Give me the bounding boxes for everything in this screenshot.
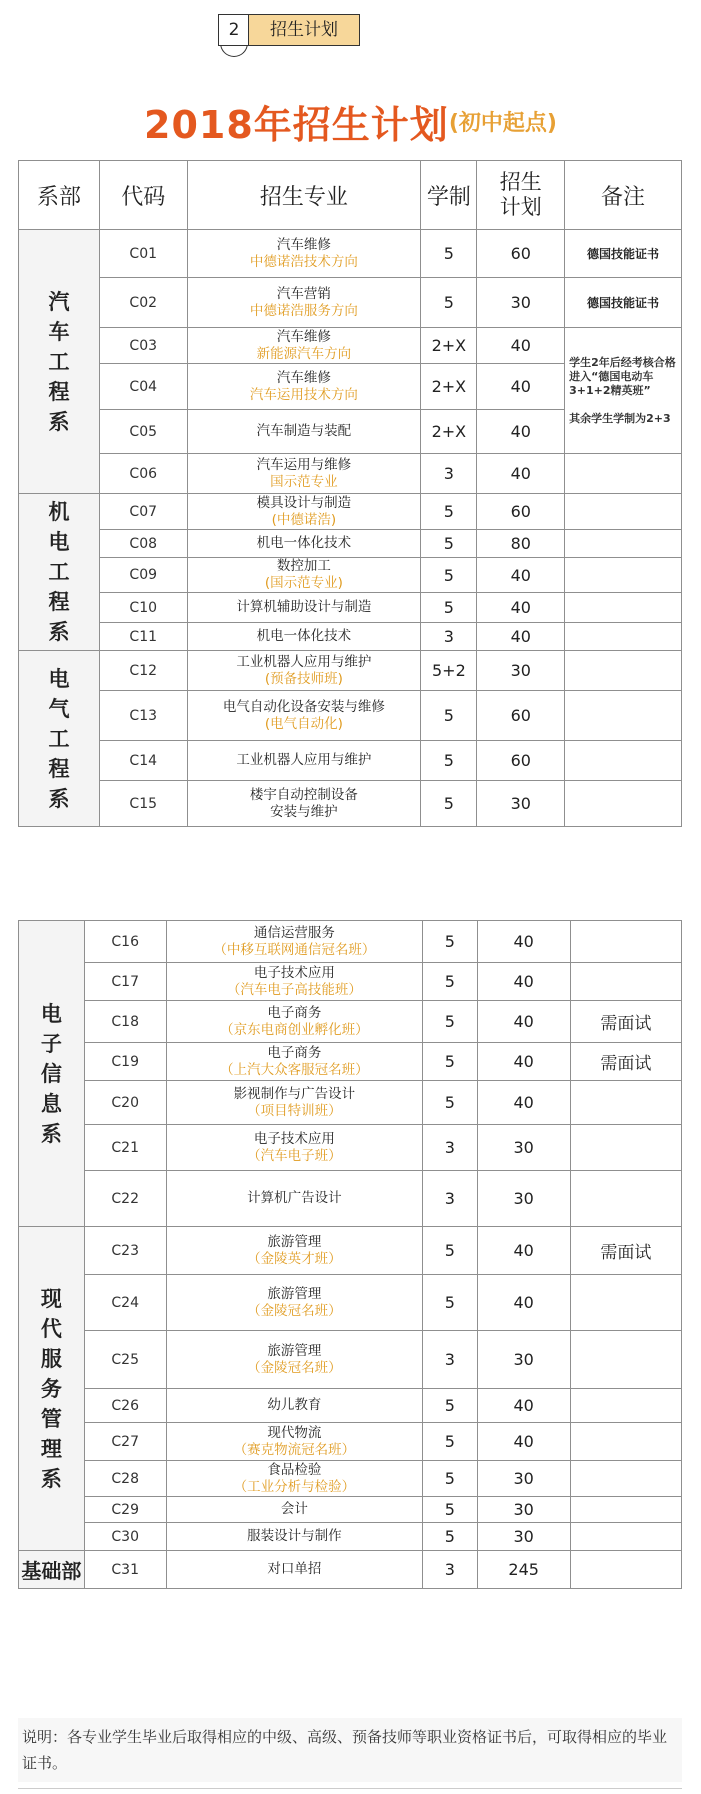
code-cell: C04 [99,364,187,410]
major-name: 电气自动化设备安装与维修 [222,698,385,715]
table-row [19,1331,682,1389]
major-cell [187,494,421,530]
col-code: 代码 [99,161,187,230]
dept-char: 工 [48,726,70,751]
table-row [19,1389,682,1423]
plan-cell: 40 [477,1043,570,1081]
years-cell: 5 [423,1227,477,1275]
dept-char: 程 [48,379,70,404]
code-cell: C15 [99,781,187,827]
major-detail: （项目特训班） [247,1102,342,1119]
major-detail: （京东电商创业孵化班） [220,1021,369,1038]
major-cell [166,1275,423,1331]
years-cell: 3 [423,1331,477,1389]
note-cell [565,454,682,494]
note-cell [570,963,681,1001]
major-name: 旅游管理 [267,1233,322,1250]
major-cell [187,530,421,558]
years-cell: 5 [423,1001,477,1043]
years-cell: 5 [421,278,477,328]
dept-char: 车 [48,319,70,344]
major-cell [187,623,421,651]
plan-cell: 30 [477,1497,570,1523]
plan-cell: 40 [477,558,565,593]
major-cell [166,1043,423,1081]
note-cell [565,691,682,741]
dept-char: 电 [40,1001,62,1026]
major-name: 模具设计与制造 [256,494,352,511]
dept-char: 理 [40,1436,62,1461]
table-row [19,593,682,623]
col-plan [477,161,565,230]
plan-cell: 40 [477,921,570,963]
years-cell: 5 [423,1423,477,1461]
major-name: 会计 [280,1501,308,1517]
code-cell: C24 [84,1275,166,1331]
dept-char: 程 [48,590,70,614]
dept-char: 系 [40,1121,62,1146]
dept-char: 汽 [48,289,70,314]
dept-char: 工 [48,560,70,584]
major-detail: 国示范专业 [270,473,338,490]
major-detail: 安装与维护 [270,803,338,820]
major-name: 楼宇自动控制设备 [249,786,358,803]
major-detail: （中移互联网通信冠名班） [213,941,376,958]
col-years: 学制 [421,161,477,230]
years-cell: 5 [423,1275,477,1331]
code-cell: C28 [84,1461,166,1497]
note-cell [565,741,682,781]
major-name: 计算机广告设计 [247,1190,342,1206]
major-name: 数控加工 [276,558,331,574]
code-cell: C27 [84,1423,166,1461]
code-cell: C03 [99,328,187,364]
major-name: 机电一体化技术 [256,535,352,551]
col-note: 备注 [565,161,682,230]
major-name: 电子技术应用 [253,964,335,981]
enrollment-table [18,160,682,827]
major-name: 工业机器人应用与维护 [236,653,372,670]
table-row [19,651,682,691]
code-cell: C21 [84,1125,166,1171]
enrollment-table-continued [18,920,682,1589]
major-cell [187,558,421,593]
major-name: 汽车维修 [276,369,331,386]
major-cell [166,1461,423,1497]
major-detail: (国示范专业) [264,575,343,591]
code-cell: C14 [99,741,187,781]
years-cell: 3 [423,1125,477,1171]
years-cell: 5 [421,494,477,530]
table-row [19,278,682,328]
note-cell: 德国技能证书 [565,230,682,278]
plan-cell: 40 [477,593,565,623]
years-cell: 3 [423,1551,477,1589]
code-cell: C31 [84,1551,166,1589]
plan-cell: 40 [477,364,565,410]
note-cell [565,558,682,593]
major-detail: 汽车运用技术方向 [249,386,358,403]
table-row [19,1461,682,1497]
major-name: 汽车维修 [276,236,331,253]
code-cell: C20 [84,1081,166,1125]
code-cell: C22 [84,1171,166,1227]
table-header-row [19,161,682,230]
note-cell: 需面试 [570,1001,681,1043]
note-cell [570,1125,681,1171]
major-detail: (电气自动化) [264,715,343,732]
major-cell [187,410,421,454]
dept-cell-basic: 基础部 [19,1551,85,1589]
dept-char: 子 [40,1031,62,1056]
major-name: 汽车营销 [276,285,331,302]
table-row [19,1171,682,1227]
code-cell: C02 [99,278,187,328]
years-cell: 3 [421,454,477,494]
major-name: 工业机器人应用与维护 [236,752,372,768]
col-major: 招生专业 [187,161,421,230]
major-cell [166,1227,423,1275]
major-name: 计算机辅助设计与制造 [236,599,372,615]
plan-cell: 40 [477,1227,570,1275]
table-row [19,1001,682,1043]
divider [18,1788,682,1789]
note-cell [570,1081,681,1125]
dept-char: 系 [48,409,70,434]
note-cell: 需面试 [570,1227,681,1275]
plan-cell: 30 [477,1171,570,1227]
code-cell: C16 [84,921,166,963]
code-cell: C17 [84,963,166,1001]
years-cell: 5 [421,741,477,781]
years-cell: 5 [423,1081,477,1125]
major-cell [187,278,421,328]
dept-char: 系 [40,1466,62,1491]
years-cell: 5 [421,691,477,741]
plan-cell: 30 [477,651,565,691]
note-cell [570,921,681,963]
major-detail: （金陵英才班） [247,1250,342,1267]
major-detail: (中德诺浩) [271,511,337,528]
major-cell [166,1001,423,1043]
plan-cell: 40 [477,328,565,364]
dept-char: 信 [40,1061,62,1086]
note-cell [565,623,682,651]
major-name: 影视制作与广告设计 [233,1085,356,1102]
code-cell: C30 [84,1523,166,1551]
table-row [19,1227,682,1275]
years-cell: 5 [423,1523,477,1551]
plan-cell: 40 [477,454,565,494]
dept-char: 气 [48,696,70,721]
major-detail: （金陵冠名班） [247,1302,342,1319]
plan-cell: 30 [477,1125,570,1171]
code-cell: C09 [99,558,187,593]
dept-char: 代 [40,1316,62,1341]
table-row [19,963,682,1001]
major-cell [187,781,421,827]
table-row [19,454,682,494]
note-cell [570,1275,681,1331]
plan-cell: 40 [477,1275,570,1331]
code-cell: C25 [84,1331,166,1389]
table-row [19,1043,682,1081]
table-row [19,1275,682,1331]
table-row [19,1423,682,1461]
plan-cell: 60 [477,741,565,781]
page-title [0,94,701,150]
major-detail: 中德诺浩服务方向 [249,302,358,319]
section-number: 2 [218,14,250,46]
plan-cell: 60 [477,691,565,741]
major-cell [187,593,421,623]
code-cell: C19 [84,1043,166,1081]
title-main: 2018年招生计划 [144,103,449,147]
table-row [19,230,682,278]
table-row [19,1081,682,1125]
major-cell [166,1551,423,1589]
major-cell [166,1125,423,1171]
section-label: 招生计划 [248,14,360,46]
note-cell: 德国技能证书 [565,278,682,328]
plan-cell: 40 [477,963,570,1001]
dept-char: 管 [40,1406,62,1431]
table-row [19,921,682,963]
table-row [19,494,682,530]
years-cell: 2+X [421,328,477,364]
major-name: 旅游管理 [267,1285,322,1302]
years-cell: 5 [423,963,477,1001]
years-cell: 3 [423,1171,477,1227]
years-cell: 2+X [421,364,477,410]
table-row [19,1551,682,1589]
code-cell: C13 [99,691,187,741]
plan-cell: 30 [477,1523,570,1551]
years-cell: 5 [423,921,477,963]
note-cell [570,1171,681,1227]
major-name: 电子商务 [267,1044,322,1061]
plan-cell: 80 [477,530,565,558]
dept-char: 务 [40,1376,62,1401]
major-detail: (预备技师班) [264,670,343,687]
plan-cell: 40 [477,1423,570,1461]
note-cell [565,781,682,827]
dept-char: 工 [48,349,70,374]
major-name: 汽车维修 [276,328,331,345]
major-name: 对口单招 [267,1561,322,1577]
plan-cell: 245 [477,1551,570,1589]
plan-cell: 30 [477,1331,570,1389]
major-cell [166,1423,423,1461]
years-cell: 5 [423,1497,477,1523]
code-cell: C29 [84,1497,166,1523]
plan-cell: 30 [477,1461,570,1497]
major-cell [187,230,421,278]
plan-cell: 60 [477,494,565,530]
plan-cell: 40 [477,410,565,454]
dept-char: 系 [48,786,70,811]
code-cell: C01 [99,230,187,278]
major-name: 汽车制造与装配 [256,423,352,439]
major-detail: （赛克物流冠名班） [233,1441,356,1458]
years-cell: 5+2 [421,651,477,691]
major-name: 汽车运用与维修 [256,456,352,473]
note-cell [565,494,682,530]
major-name: 电子商务 [267,1004,322,1021]
years-cell: 5 [421,530,477,558]
table-row [19,1125,682,1171]
major-name: 服装设计与制作 [247,1528,342,1544]
major-name: 通信运营服务 [253,924,335,941]
table-row [19,1523,682,1551]
major-cell [166,1523,423,1551]
major-cell [187,691,421,741]
major-cell [166,1497,423,1523]
dept-char: 电 [48,530,70,554]
major-detail: （汽车电子班） [247,1147,342,1164]
years-cell: 5 [421,558,477,593]
note-cell [570,1331,681,1389]
note-cell [570,1551,681,1589]
plan-cell: 30 [477,278,565,328]
major-cell [187,454,421,494]
plan-cell: 60 [477,230,565,278]
dept-char: 系 [48,620,70,644]
code-cell: C05 [99,410,187,454]
title-sub: (初中起点) [448,111,557,136]
plan-cell: 40 [477,1001,570,1043]
section-tag [218,12,378,52]
major-detail: （金陵冠名班） [247,1359,342,1376]
years-cell: 5 [421,230,477,278]
major-name: 电子技术应用 [253,1130,335,1147]
major-name: 现代物流 [267,1424,322,1441]
code-cell: C07 [99,494,187,530]
major-name: 幼儿教育 [267,1397,322,1413]
code-cell: C06 [99,454,187,494]
code-cell: C23 [84,1227,166,1275]
major-detail: 中德诺浩技术方向 [249,253,358,270]
col-dept: 系部 [19,161,100,230]
dept-cell [19,651,100,827]
major-cell [166,921,423,963]
major-cell [187,328,421,364]
major-cell [166,1081,423,1125]
dept-char: 现 [40,1286,62,1311]
years-cell: 5 [423,1461,477,1497]
dept-cell [19,1227,85,1551]
note-cell [565,593,682,623]
major-detail: 新能源汽车方向 [256,345,352,362]
major-name: 食品检验 [267,1461,322,1478]
years-cell: 2+X [421,410,477,454]
years-cell: 5 [421,781,477,827]
major-detail: （上汽大众客服冠名班） [220,1061,369,1078]
note-cell [570,1389,681,1423]
dept-char: 机 [48,500,70,524]
major-cell [187,651,421,691]
major-name: 旅游管理 [267,1342,322,1359]
code-cell: C26 [84,1389,166,1423]
years-cell: 5 [423,1043,477,1081]
table-row [19,741,682,781]
note-cell [570,1497,681,1523]
table-row [19,1497,682,1523]
major-cell [187,364,421,410]
note-cell [565,651,682,691]
code-cell: C10 [99,593,187,623]
plan-cell: 30 [477,781,565,827]
table-row [19,691,682,741]
major-detail: （汽车电子高技能班） [226,981,362,998]
plan-cell: 40 [477,1389,570,1423]
dept-char: 电 [48,666,70,691]
major-detail: （工业分析与检验） [233,1478,356,1495]
table-row [19,530,682,558]
note-cell [570,1423,681,1461]
note-cell [570,1523,681,1551]
table-row [19,781,682,827]
table-row [19,328,682,364]
note-merged-cell: 学生2年后经考核合格进入“德国电动车3+1+2精英班” 其余学生学制为2+3 [565,328,682,454]
dept-cell [19,921,85,1227]
dept-char: 程 [48,756,70,781]
rows-part2 [19,921,682,1589]
code-cell: C18 [84,1001,166,1043]
plan-cell: 40 [477,1081,570,1125]
major-cell [187,741,421,781]
plan-cell: 40 [477,623,565,651]
major-cell [166,1331,423,1389]
major-cell [166,1389,423,1423]
dept-char: 息 [40,1091,62,1116]
note-cell [570,1461,681,1497]
code-cell: C08 [99,530,187,558]
years-cell: 3 [421,623,477,651]
code-cell: C11 [99,623,187,651]
table-row [19,558,682,593]
years-cell: 5 [423,1389,477,1423]
footnote: 说明：各专业学生毕业后取得相应的中级、高级、预备技师等职业资格证书后，可取得相应的毕业证书。 [18,1718,682,1782]
major-cell [166,1171,423,1227]
col-plan-text: 招生计划 [499,170,542,219]
note-cell: 需面试 [570,1043,681,1081]
dept-cell [19,230,100,494]
code-cell: C12 [99,651,187,691]
years-cell: 5 [421,593,477,623]
dept-char: 服 [40,1346,62,1371]
dept-cell [19,494,100,651]
note-cell [565,530,682,558]
major-name: 机电一体化技术 [256,628,352,644]
table-row [19,623,682,651]
major-cell [166,963,423,1001]
